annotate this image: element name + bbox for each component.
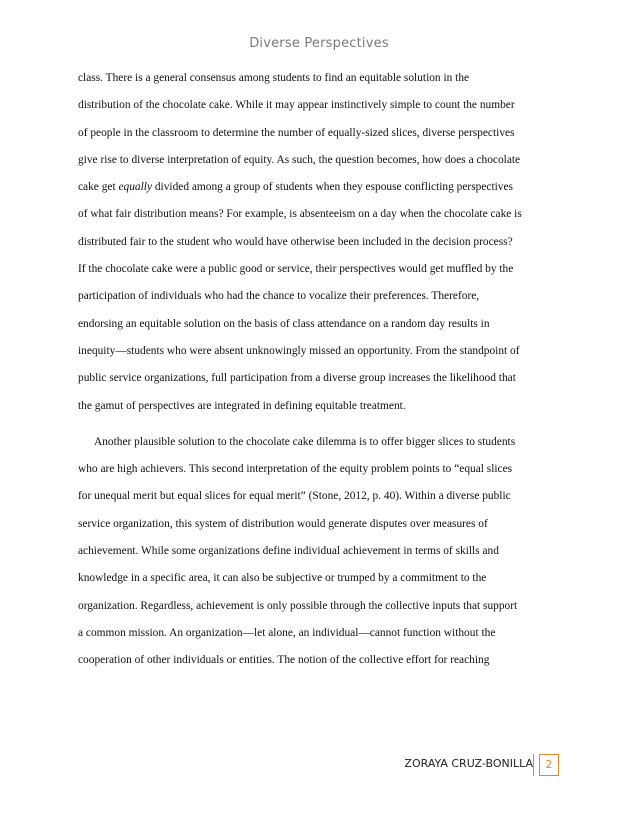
text-line: of what fair distribution means? For example, is absenteeism on a day when the chocolate cake is bbox=[78, 208, 522, 221]
text-line: Another plausible solution to the chocolate cake dilemma is to offer bigger slices to students bbox=[94, 435, 516, 448]
text-line bbox=[78, 180, 560, 207]
page-footer bbox=[0, 754, 638, 776]
text-line: class. There is a general consensus among students to find an equitable solution in the bbox=[78, 72, 470, 84]
text-line: If the chocolate cake were a public good or service, their perspectives would get muffled by the bbox=[78, 263, 514, 276]
paragraph-1 bbox=[78, 71, 560, 426]
text-line: cooperation of other individuals or entities. The notion of the collective effort for reaching bbox=[78, 654, 490, 667]
text-line: the gamut of perspectives are integrated in defining equitable treatment. bbox=[78, 399, 406, 412]
text-line: public service organizations, full participation from a diverse group increases the likelihood that bbox=[78, 372, 516, 385]
text-line: who are high achievers. This second interpretation of the equity problem points to “equal slices bbox=[78, 463, 513, 476]
footer-author: ZORAYA CRUZ-BONILLA bbox=[404, 757, 533, 770]
text-line: give rise to diverse interpretation of equity. As such, the question becomes, how does a chocolate bbox=[78, 153, 521, 166]
body-text bbox=[78, 71, 560, 681]
text-line: a common mission. An organization—let alone, an individual—cannot function without the bbox=[78, 626, 496, 639]
text-line: for unequal merit but equal slices for equal merit” (Stone, 2012, p. 40). Within a diverse public bbox=[78, 490, 511, 503]
paragraph-2 bbox=[78, 435, 560, 681]
text-line: of people in the classroom to determine the number of equally-sized slices, diverse perspectives bbox=[78, 126, 515, 139]
text-line: endorsing an equitable solution on the basis of class attendance on a random day results in bbox=[78, 317, 490, 330]
page-header-title: Diverse Perspectives bbox=[249, 36, 389, 51]
emphasized-word: equally bbox=[118, 181, 153, 194]
text-line: distribution of the chocolate cake. While it may appear instinctively simple to count the number bbox=[78, 99, 515, 112]
text-line: service organization, this system of distribution would generate disputes over measures of bbox=[78, 517, 488, 530]
text-segment: divided among a group of students when they espouse conflicting perspectives bbox=[152, 181, 513, 194]
text-line: inequity—students who were absent unknowingly missed an opportunity. From the standpoint of bbox=[78, 344, 520, 357]
text-line: achievement. While some organizations define individual achievement in terms of skills and bbox=[78, 545, 499, 558]
text-line: knowledge in a specific area, it can also be subjective or trumped by a commitment to the bbox=[78, 572, 487, 585]
text-line: participation of individuals who had the chance to vocalize their preferences. Therefore, bbox=[78, 290, 480, 303]
text-segment: cake get bbox=[78, 181, 119, 194]
page-number: 2 bbox=[539, 754, 559, 776]
text-line: organization. Regardless, achievement is only possible through the collective inputs that support bbox=[78, 599, 518, 612]
text-line: distributed fair to the student who would have otherwise been included in the decision process? bbox=[78, 235, 513, 248]
footer-divider bbox=[533, 754, 534, 776]
